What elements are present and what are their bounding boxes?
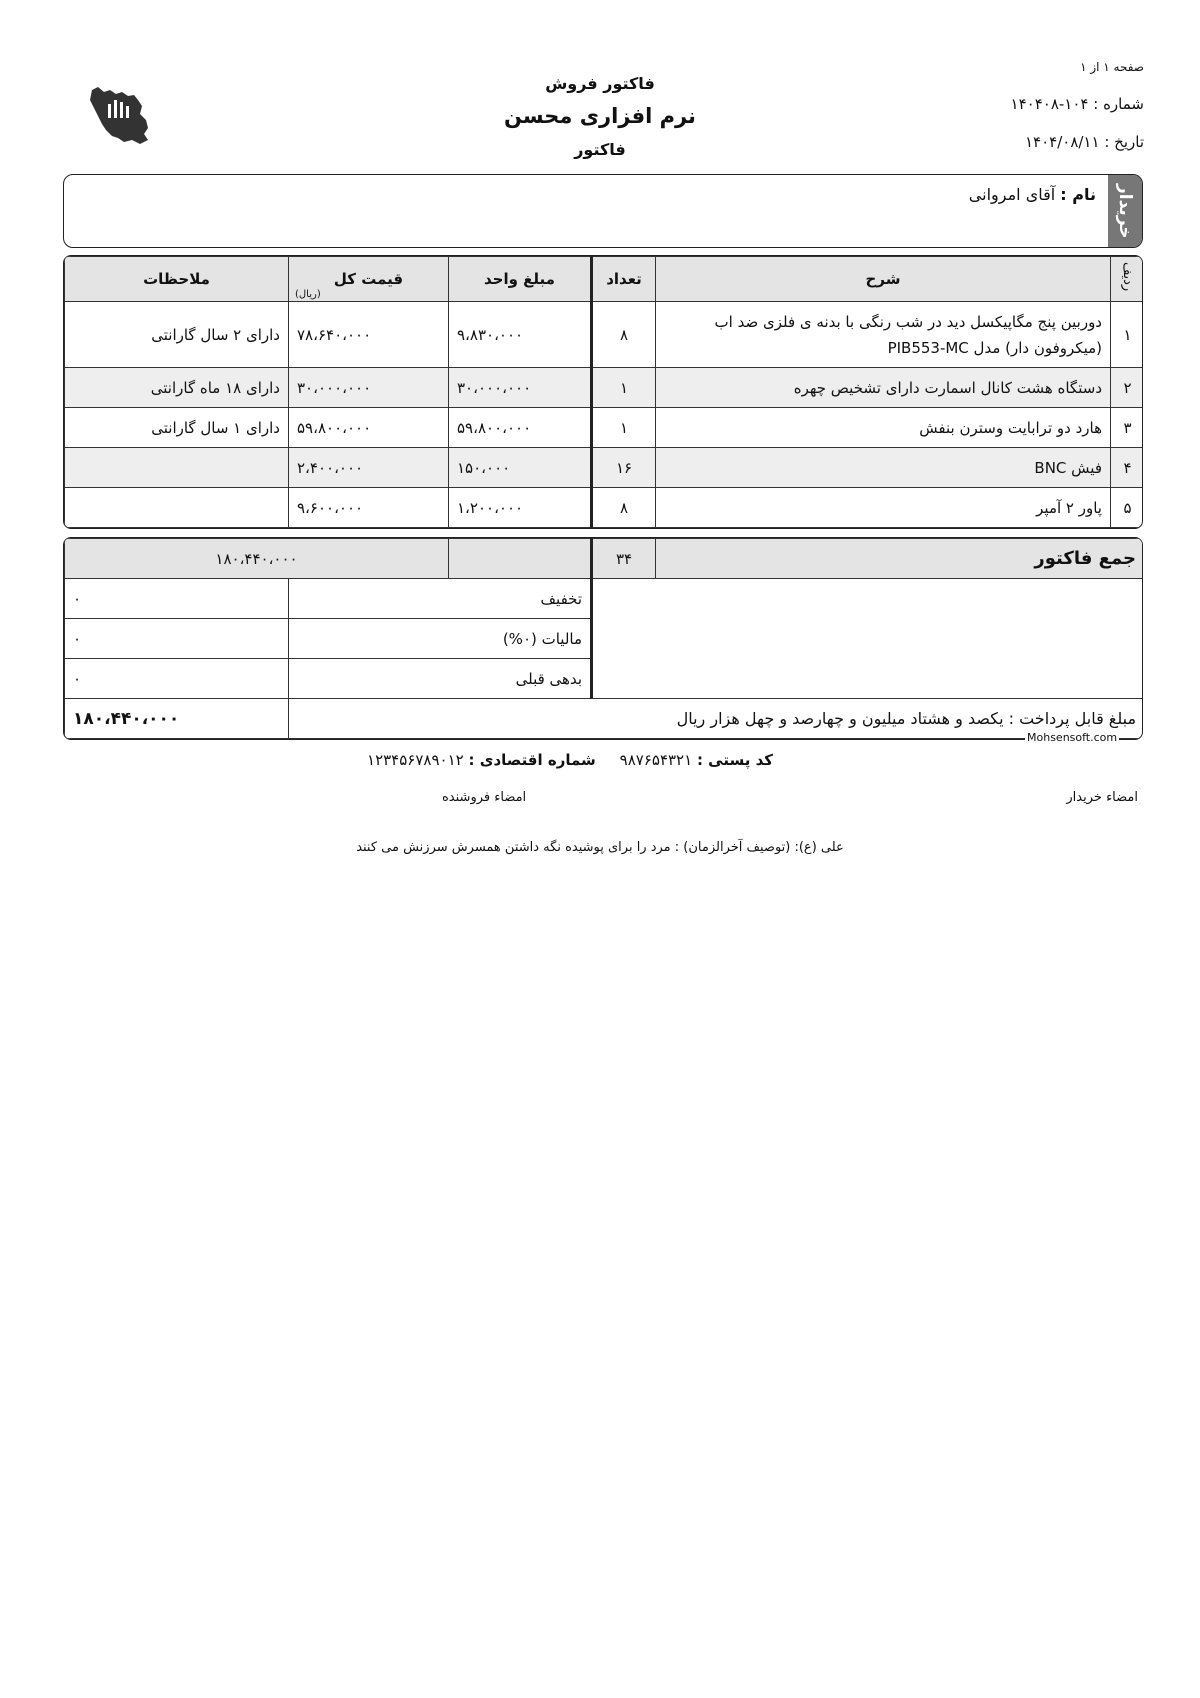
row-desc: دستگاه هشت کانال اسمارت دارای تشخیص چهره bbox=[656, 368, 1111, 408]
row-total: ۷۸،۶۴۰،۰۰۰ bbox=[289, 302, 449, 368]
items-table bbox=[63, 255, 1143, 529]
table-header-row bbox=[65, 257, 1144, 302]
invoice-date bbox=[1025, 133, 1144, 151]
row-total: ۲،۴۰۰،۰۰۰ bbox=[289, 448, 449, 488]
row-radif: ۲ bbox=[1111, 368, 1144, 408]
doc-type: فاکتور bbox=[574, 140, 626, 159]
row-notes: دارای ۱۸ ماه گارانتی bbox=[65, 368, 289, 408]
row-qty: ۱ bbox=[592, 368, 656, 408]
summary-total-label: جمع فاکتور bbox=[656, 539, 1143, 579]
row-notes bbox=[65, 448, 289, 488]
footer-quote: علی (ع): (توصیف آخرالزمان) : مرد را برای پوشیده نگه داشتن همسرش سرزنش می کنند bbox=[356, 840, 844, 855]
footer-codes bbox=[300, 751, 840, 769]
summary-tax-label: مالیات (۰%) bbox=[289, 619, 592, 659]
row-desc: فیش BNC bbox=[656, 448, 1111, 488]
summary-debt-label: بدهی قبلی bbox=[289, 659, 592, 699]
summary-tax-value: ۰ bbox=[65, 619, 289, 659]
buyer-box bbox=[63, 174, 1143, 248]
buyer-tab-label: خریدار bbox=[1115, 183, 1135, 239]
watermark-text: Mohsensoft.com bbox=[1027, 731, 1118, 744]
company-name: نرم افزاری محسن bbox=[504, 104, 696, 128]
invoice-date-label: تاریخ : bbox=[1104, 133, 1144, 151]
postal-value: ۹۸۷۶۵۴۳۲۱ bbox=[619, 751, 693, 769]
invoice-number bbox=[1011, 95, 1144, 113]
row-desc: هارد دو ترابایت وسترن بنفش bbox=[656, 408, 1111, 448]
table-row bbox=[65, 302, 1144, 368]
header-radif: ردیف bbox=[1111, 257, 1144, 302]
buyer-name-value: آقای امروانی bbox=[968, 185, 1056, 204]
iran-map-logo-icon bbox=[88, 84, 152, 148]
seller-signature: امضاء فروشنده bbox=[442, 790, 527, 805]
summary-total-row bbox=[65, 539, 1144, 579]
invoice-date-value: ۱۴۰۴/۰۸/۱۱ bbox=[1024, 133, 1100, 151]
row-radif: ۳ bbox=[1111, 408, 1144, 448]
header-total-unit: (ریال) bbox=[295, 289, 321, 300]
summary-box bbox=[63, 537, 1143, 740]
summary-empty-area bbox=[592, 579, 1143, 699]
buyer-signature: امضاء خریدار bbox=[1066, 790, 1138, 805]
row-total: ۳۰،۰۰۰،۰۰۰ bbox=[289, 368, 449, 408]
buyer-name-label: نام : bbox=[1060, 185, 1096, 204]
invoice-number-value: ۱۰۴-۱۴۰۴۰۸ bbox=[1010, 95, 1089, 113]
row-desc: دوربین پنج مگاپیکسل دید در شب رنگی با بدنه ی فلزی ضد اب (میکروفون دار) مدل PIB553-MC bbox=[656, 302, 1111, 368]
row-desc: پاور ۲ آمپر bbox=[656, 488, 1111, 528]
header-notes: ملاحظات bbox=[65, 257, 289, 302]
header-unit-price: مبلغ واحد bbox=[449, 257, 592, 302]
row-unit-price: ۱۵۰،۰۰۰ bbox=[449, 448, 592, 488]
row-qty: ۱۶ bbox=[592, 448, 656, 488]
summary-discount-label: تخفیف bbox=[289, 579, 592, 619]
row-unit-price: ۳۰،۰۰۰،۰۰۰ bbox=[449, 368, 592, 408]
postal-label: کد پستی : bbox=[696, 751, 773, 769]
row-unit-price: ۹،۸۳۰،۰۰۰ bbox=[449, 302, 592, 368]
row-notes bbox=[65, 488, 289, 528]
row-total: ۹،۶۰۰،۰۰۰ bbox=[289, 488, 449, 528]
summary-payable-value: ۱۸۰،۴۴۰،۰۰۰ bbox=[65, 699, 289, 739]
table-row bbox=[65, 368, 1144, 408]
table-row bbox=[65, 448, 1144, 488]
summary-discount-row bbox=[65, 579, 1144, 619]
invoice-number-label: شماره : bbox=[1093, 95, 1144, 113]
row-notes: دارای ۱ سال گارانتی bbox=[65, 408, 289, 448]
page-info: صفحه ۱ از ۱ bbox=[1080, 60, 1144, 74]
summary-blank bbox=[449, 539, 592, 579]
row-qty: ۱ bbox=[592, 408, 656, 448]
table-row bbox=[65, 488, 1144, 528]
row-radif: ۴ bbox=[1111, 448, 1144, 488]
row-unit-price: ۵۹،۸۰۰،۰۰۰ bbox=[449, 408, 592, 448]
row-qty: ۸ bbox=[592, 488, 656, 528]
header-desc: شرح bbox=[656, 257, 1111, 302]
row-qty: ۸ bbox=[592, 302, 656, 368]
econ-value: ۱۲۳۴۵۶۷۸۹۰۱۲ bbox=[367, 751, 464, 769]
row-radif: ۵ bbox=[1111, 488, 1144, 528]
row-total: ۵۹،۸۰۰،۰۰۰ bbox=[289, 408, 449, 448]
summary-total-qty: ۳۴ bbox=[592, 539, 656, 579]
header-qty: تعداد bbox=[592, 257, 656, 302]
summary-discount-value: ۰ bbox=[65, 579, 289, 619]
summary-payable-row bbox=[65, 699, 1144, 739]
summary-total-amount: ۱۸۰،۴۴۰،۰۰۰ bbox=[65, 539, 449, 579]
row-notes: دارای ۲ سال گارانتی bbox=[65, 302, 289, 368]
row-unit-price: ۱،۲۰۰،۰۰۰ bbox=[449, 488, 592, 528]
econ-label: شماره اقتصادی : bbox=[468, 751, 596, 769]
summary-debt-value: ۰ bbox=[65, 659, 289, 699]
table-row bbox=[65, 408, 1144, 448]
buyer-name bbox=[969, 185, 1096, 204]
summary-payable-text: مبلغ قابل پرداخت : یکصد و هشتاد میلیون و چهارصد و چهل هزار ریال bbox=[289, 699, 1143, 739]
header-total: قیمت کل (ریال) bbox=[289, 257, 449, 302]
buyer-tab bbox=[1108, 175, 1142, 247]
row-radif: ۱ bbox=[1111, 302, 1144, 368]
doc-title-top: فاکتور فروش bbox=[545, 74, 655, 93]
